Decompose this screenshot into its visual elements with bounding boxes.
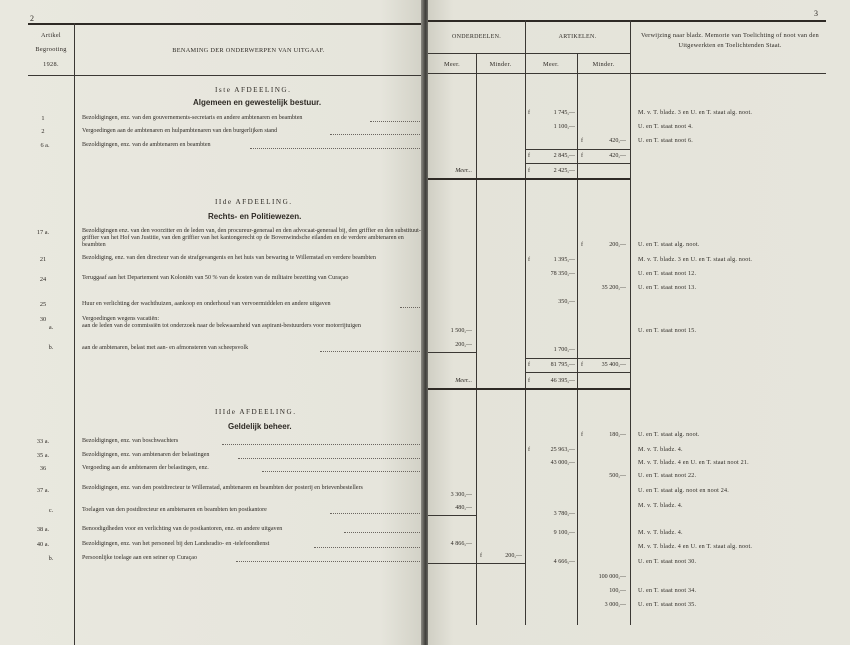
header-rule <box>428 73 826 74</box>
article-number: 40 a. <box>36 541 50 548</box>
article-number: 37 a. <box>36 487 50 494</box>
column-divider <box>74 23 75 645</box>
col-header-year: 1928. <box>43 61 59 68</box>
amount: 3 000,— <box>604 602 626 608</box>
item-description: Bezoldigingen, enz. van de ambtenaren en beambten <box>82 142 211 148</box>
reference-note: U. en T. staat alg. noot. <box>638 242 700 248</box>
reference-note: U. en T. staat noot 22. <box>638 473 697 479</box>
article-number: 1 <box>41 115 45 122</box>
florin-sign: f <box>581 242 584 248</box>
top-rule <box>28 23 423 25</box>
col-header-artikel: Artikel <box>41 32 61 39</box>
amount: 200,— <box>455 342 472 348</box>
article-number: 2 <box>41 128 45 135</box>
amount: 4 866,— <box>450 541 472 547</box>
florin-sign: f <box>528 447 531 453</box>
amount: 1 745,— <box>553 110 575 116</box>
col-header-begrooting: Begrooting <box>35 46 67 53</box>
amount: 480,— <box>455 505 472 511</box>
reference-note: M. v. T. bladz. 3 en U. en T. staat alg. noot. <box>638 110 753 116</box>
amount: 420,— <box>609 138 626 144</box>
amount: 46 395,— <box>550 378 575 384</box>
left-page <box>0 0 423 645</box>
article-number: 17 a. <box>36 229 50 236</box>
amount: 78 350,— <box>550 271 575 277</box>
right-page <box>428 0 850 645</box>
florin-sign: f <box>528 110 531 116</box>
amount: 500,— <box>609 473 626 479</box>
amount: 9 100,— <box>553 530 575 536</box>
leader-dots <box>330 134 420 135</box>
reference-note: U. en T. staat noot 30. <box>638 559 697 565</box>
article-number: a. <box>48 324 54 331</box>
sum-rule <box>428 563 525 564</box>
item-description: Bezoldigingen, enz. van den gouvernements-secretaris en andere ambtenaren en beambten <box>82 115 303 121</box>
leader-dots <box>222 444 420 445</box>
sum-rule <box>428 352 476 353</box>
amount: 43 000,— <box>550 460 575 466</box>
amount: 100,— <box>609 588 626 594</box>
col-header-verwijzing: Verwijzing naar bladz. Memorie van Toelichting of noot van den Uitgewerkten en Toelichtenden Staat. <box>641 32 819 49</box>
sum-rule <box>525 358 630 359</box>
article-number: 36 <box>39 465 47 472</box>
section-label: IIde AFDEELING. <box>215 198 293 206</box>
sum-rule <box>525 372 630 373</box>
item-description: Bezoldigingen, enz. van boschwachters <box>82 438 179 444</box>
florin-sign: f <box>581 153 584 159</box>
article-number: 30 <box>39 316 47 323</box>
meer-label: Meer... <box>455 168 472 174</box>
reference-note: U. en T. staat noot 15. <box>638 328 697 334</box>
florin-sign: f <box>480 553 483 559</box>
florin-sign: f <box>581 432 584 438</box>
col-header-minder: Minder. <box>592 61 615 68</box>
section-label: Iste AFDEELING. <box>215 86 292 94</box>
sum-rule <box>525 149 630 150</box>
sum-rule <box>525 163 630 164</box>
reference-note: M. v. T. bladz. 4. <box>638 447 683 453</box>
item-description: Bezoldigingen enz. van den voorzitter en de leden van, den procureur-generaal en den advocaat-generaal bij, den griffier en den substituut-griffier van het Hof van Justitie, van den griffier van het kantongerecht op de Bovenwindsche eilanden en de verdere ambtenaren en beambten <box>82 228 421 249</box>
article-number: 38 a. <box>36 526 50 533</box>
item-description: aan de leden van de commissiën tot onderzoek naar de bekwaamheid van aspirant-bestuurders voor motorrijtuigen <box>82 323 361 329</box>
page-number: 3 <box>814 9 818 18</box>
florin-sign: f <box>528 168 531 174</box>
item-description: Persoonlijke toelage aan een seiner op Curaçao <box>82 555 198 561</box>
amount: 350,— <box>558 299 575 305</box>
amount: 3 780,— <box>553 511 575 517</box>
article-number: 6 a. <box>40 142 50 149</box>
item-description: Vergoeding aan de ambtenaren der belastingen, enz. <box>82 465 209 471</box>
reference-note: M. v. T. bladz. 4 en U. en T. staat alg. noot. <box>638 544 753 550</box>
reference-note: U. en T. staat noot 13. <box>638 285 697 291</box>
leader-dots <box>344 532 420 533</box>
item-description: aan de ambtenaren, belast met aan- en afmonsteren van scheepsvolk <box>82 345 249 351</box>
item-description: Benoodigdheden voor en verlichting van de postkantoren, enz. en andere uitgaven <box>82 526 283 532</box>
item-description: Bezoldigingen, enz. van het personeel bij den Landsradio- en -telefoondienst <box>82 541 270 547</box>
article-number: 25 <box>39 301 47 308</box>
article-number: c. <box>48 507 54 514</box>
amount: 81 795,— <box>550 362 575 368</box>
sum-rule <box>428 515 476 516</box>
amount: 3 300,— <box>450 492 472 498</box>
leader-dots <box>330 513 420 514</box>
section-total-rule <box>428 178 630 180</box>
amount: 1 500,— <box>450 328 472 334</box>
reference-note: M. v. T. bladz. 4 en U. en T. staat noot 21. <box>638 460 749 466</box>
reference-note: M. v. T. bladz. 3 en U. en T. staat alg. noot. <box>638 257 753 263</box>
reference-note: U. en T. staat noot 12. <box>638 271 697 277</box>
item-description: Bezoldigingen, enz. van den postdirecteur te Willemstad, ambtenaren en beambten der posterij en brievenbestellers <box>82 485 363 491</box>
amount: 4 666,— <box>553 559 575 565</box>
leader-dots <box>236 561 420 562</box>
reference-note: U. en T. staat noot 34. <box>638 588 697 594</box>
amount: 200,— <box>505 553 522 559</box>
column-divider <box>525 20 526 625</box>
article-number: 33 a. <box>36 438 50 445</box>
amount: 100 000,— <box>598 574 626 580</box>
amount: 1 100,— <box>553 124 575 130</box>
section-title: Rechts- en Politiewezen. <box>208 212 302 221</box>
col-header-artikelen: ARTIKELEN. <box>558 34 597 40</box>
amount: 1 395,— <box>553 257 575 263</box>
article-number: 35 a. <box>36 452 50 459</box>
section-label: IIIde AFDEELING. <box>215 408 297 416</box>
leader-dots <box>238 458 420 459</box>
florin-sign: f <box>528 257 531 263</box>
florin-sign: f <box>528 362 531 368</box>
col-header-title: BENAMING DER ONDERWERPEN VAN UITGAAF. <box>172 47 325 54</box>
reference-note: U. en T. staat noot 35. <box>638 602 697 608</box>
article-number: b. <box>48 344 54 351</box>
leader-dots <box>370 121 420 122</box>
reference-note: U. en T. staat alg. noot en noot 24. <box>638 488 729 494</box>
item-description: Bezoldigingen, enz. van ambtenaren der belastingen <box>82 452 210 458</box>
amount: 25 963,— <box>550 447 575 453</box>
item-description: Toelagen van den postdirecteur en ambtenaren en beambten ten postkantore <box>82 507 267 513</box>
item-description: Huur en verlichting der wachthuizen, aankoop en onderhoud van vervoermiddelen en andere uitgaven <box>82 301 331 307</box>
col-header-meer: Meer. <box>542 61 559 68</box>
amount: 2 845,— <box>553 153 575 159</box>
item-description: Vergoedingen wegens vacatiën: <box>82 316 160 322</box>
item-description: Teruggaaf aan het Departement van Koloniën van 50 % van de kosten van de militaire bezetting van Curaçao <box>82 275 349 281</box>
article-number: 24 <box>39 276 47 283</box>
column-divider <box>476 53 477 625</box>
subheader-rule <box>428 53 630 54</box>
article-number: 21 <box>39 256 47 263</box>
amount: 420,— <box>609 153 626 159</box>
section-total-rule <box>428 388 630 390</box>
col-header-onderdeelen: ONDERDEELEN. <box>451 34 502 40</box>
leader-dots <box>250 148 420 149</box>
leader-dots <box>320 351 420 352</box>
section-title: Algemeen en gewestelijk bestuur. <box>193 98 322 107</box>
amount: 2 425,— <box>553 168 575 174</box>
reference-note: U. en T. staat noot 4. <box>638 124 693 130</box>
section-title: Geldelijk beheer. <box>228 422 292 431</box>
item-description: Vergoedingen aan de ambtenaren en hulpambtenaren van den burgerlijken stand <box>82 128 278 134</box>
col-header-minder: Minder. <box>489 61 512 68</box>
amount: 200,— <box>609 242 626 248</box>
florin-sign: f <box>581 362 584 368</box>
florin-sign: f <box>528 378 531 384</box>
leader-dots <box>314 547 420 548</box>
column-divider <box>630 20 631 625</box>
leader-dots <box>400 307 420 308</box>
meer-label: Meer... <box>455 378 472 384</box>
col-header-meer: Meer. <box>443 61 460 68</box>
amount: 180,— <box>609 432 626 438</box>
reference-note: M. v. T. bladz. 4. <box>638 503 683 509</box>
page-number: 2 <box>30 14 34 23</box>
amount: 35 400,— <box>601 362 626 368</box>
florin-sign: f <box>581 138 584 144</box>
leader-dots <box>262 471 420 472</box>
column-divider <box>577 53 578 625</box>
top-rule <box>428 20 826 22</box>
reference-note: M. v. T. bladz. 4. <box>638 530 683 536</box>
amount: 35 200,— <box>601 285 626 291</box>
header-rule <box>28 75 423 76</box>
florin-sign: f <box>528 153 531 159</box>
reference-note: U. en T. staat alg. noot. <box>638 432 700 438</box>
item-description: Bezoldiging, enz. van den directeur van de strafgevangenis en het huis van bewaring te Willemstad en verdere beambten <box>82 255 376 261</box>
amount: 1 700,— <box>553 347 575 353</box>
article-number: b. <box>48 555 54 562</box>
reference-note: U. en T. staat noot 6. <box>638 138 693 144</box>
